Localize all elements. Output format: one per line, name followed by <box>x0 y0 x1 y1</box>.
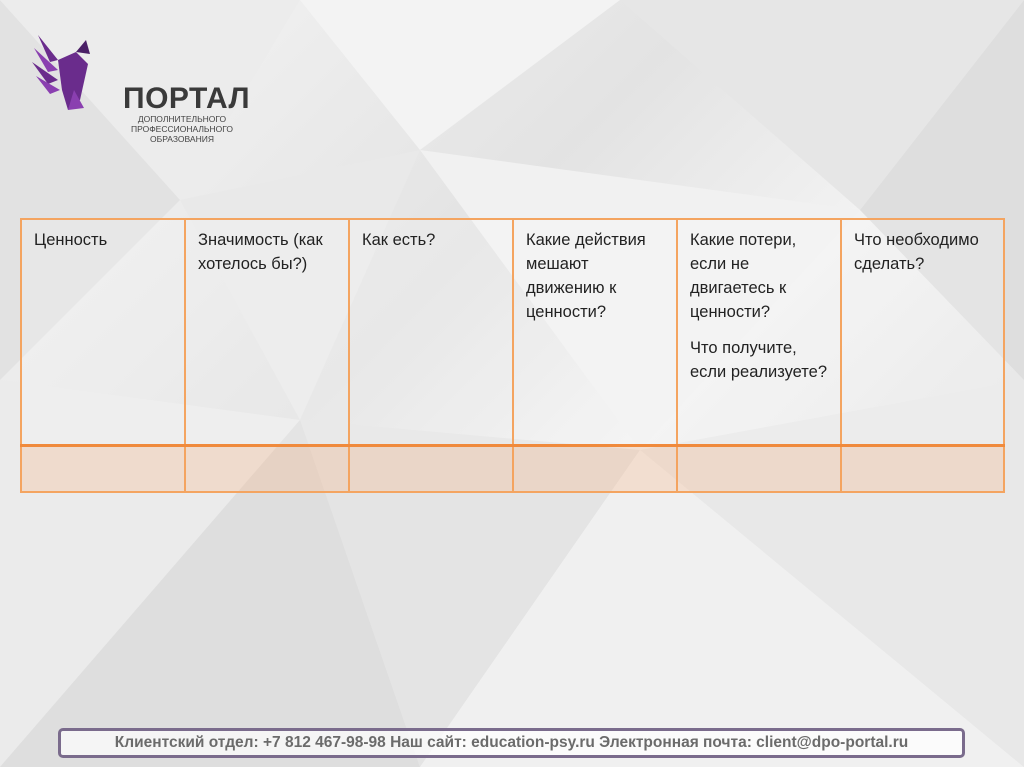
table-cell[interactable] <box>21 446 185 493</box>
brand-subtitle-line: ДОПОЛНИТЕЛЬНОГО <box>137 114 227 124</box>
winged-logo-icon <box>28 30 108 115</box>
table-row <box>21 446 1004 493</box>
table-cell[interactable] <box>185 446 349 493</box>
cell-text: Что необходимо сделать? <box>854 231 979 273</box>
brand-subtitle-line: ПРОФЕССИОНАЛЬНОГО <box>131 124 233 134</box>
table-cell[interactable] <box>677 446 841 493</box>
brand-subtitle <box>122 114 242 144</box>
header-cell-value <box>21 219 185 446</box>
header-cell-significance <box>185 219 349 446</box>
brand-title: ПОРТАЛ <box>123 82 251 115</box>
cell-text: Значимость (как хотелось бы?) <box>198 231 323 273</box>
cell-text: Какие действия мешают движению к ценности? <box>526 231 646 321</box>
table-header-row <box>21 219 1004 446</box>
cell-text: Что получите, если реализуете? <box>690 339 828 381</box>
table-cell[interactable] <box>513 446 677 493</box>
brand-subtitle-line: ОБРАЗОВАНИЯ <box>150 134 214 144</box>
table-cell[interactable] <box>841 446 1004 493</box>
cell-text: Какие потери, если не двигаетесь к ценности? <box>690 231 797 321</box>
header-cell-current-state <box>349 219 513 446</box>
header-cell-obstacles <box>513 219 677 446</box>
footer-text: Клиентский отдел: +7 812 467-98-98 Наш сайт: education-psy.ru Электронная почта: client@dpo-portal.ru <box>114 734 909 751</box>
header-cell-losses-gains <box>677 219 841 446</box>
header-cell-actions <box>841 219 1004 446</box>
contact-footer <box>58 728 965 758</box>
cell-text: Как есть? <box>362 231 436 249</box>
cell-text: Ценность <box>34 231 108 249</box>
values-table <box>20 218 1003 493</box>
table-cell[interactable] <box>349 446 513 493</box>
logo <box>28 30 251 144</box>
